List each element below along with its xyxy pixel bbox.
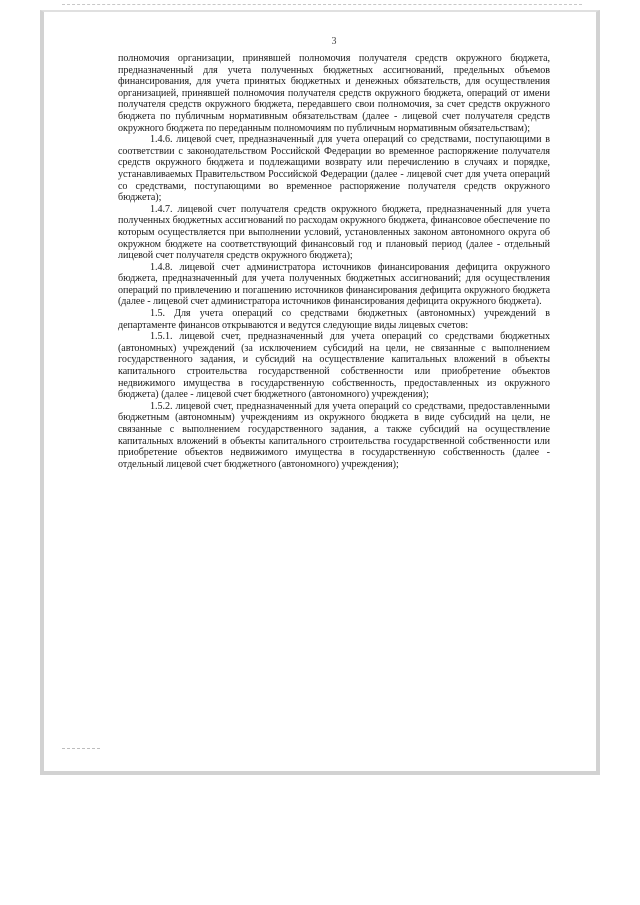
paragraph-1-5-1: 1.5.1. лицевой счет, предназначенный для учета операций со средствами бюджетных (автономных) учреждений (за исключением субсидий на цели, не связанные с выполнением государственного задания, и субсидий на осуществление капитальных вложений в объекты капитального строительства государственной собственности или приобретение объектов недвижимого имущества в государственную собственность, предоставленных из окружного бюджета) (далее - лицевой счет бюджетного (автономного) учреждения); — [118, 331, 550, 401]
paragraph-1-4-7: 1.4.7. лицевой счет получателя средств окружного бюджета, предназначенный для учета полученных бюджетных ассигнований по расходам окружного бюджета, финансовое обеспечение по которым осуществляется при выполнении условий, установленных законом автономного округа об окружном бюджете на соответствующий финансовый год и плановый период (далее - отдельный лицевой счет получателя средств окружного бюджета); — [118, 203, 550, 262]
paragraph-1-5: 1.5. Для учета операций со средствами бюджетных (автономных) учреждений в департаменте финансов открываются и ведутся следующие виды лицевых счетов: — [118, 308, 550, 331]
paragraph-1-4-6: 1.4.6. лицевой счет, предназначенный для учета операций со средствами, поступающими в соответствии с законодательством Российской Федерации во временное распоряжение получателя средств окружного бюджета и подлежащими возврату или перечислению в случаях и порядке, устанавливаемых Правительством Российской Федерации (далее - лицевой счет для учета операций со средствами, поступающими во временное распоряжение получателя средств окружного бюджета); — [118, 134, 550, 204]
scan-top-edge — [62, 4, 582, 5]
paragraph-continuation: полномочия организации, принявшей полномочия получателя средств окружного бюджета, предназначенный для учета полученных бюджетных ассигнований, предельных объемов финансирования, для учета принятых бюджетных и денежных обязательств, для осуществления организацией, принявшей полномочия получателя средств окружного бюджета, операций от имени получателя средств окружного бюджета, передавшего свои полномочия, за счет средств окружного бюджета по публичным нормативным обязательствам (далее - лицевой счет получателя средств окружного бюджета по переданным полномочиям по публичным нормативным обязательствам); — [118, 53, 550, 134]
paragraph-1-4-8: 1.4.8. лицевой счет администратора источников финансирования дефицита окружного бюджета, предназначенный для учета полученных бюджетных ассигнований; для осуществления операций по привлечению и погашению источников финансирования дефицита окружного бюджета (далее - лицевой счет администратора источников финансирования дефицита окружного бюджета). — [118, 261, 550, 308]
paragraph-1-5-2: 1.5.2. лицевой счет, предназначенный для учета операций со средствами, предоставленными бюджетным (автономным) учреждениям из окружного бюджета в виде субсидий на цели, не связанные с выполнением государственного задания, а также субсидий на осуществление капитальных вложений в объекты капитального строительства государственной собственности или приобретение объектов недвижимого имущества в государственную собственность (далее - отдельный лицевой счет бюджетного (автономного) учреждения); — [118, 400, 550, 470]
scan-footer-mark — [62, 748, 100, 749]
page-number: 3 — [331, 36, 337, 47]
document-page — [118, 28, 550, 470]
